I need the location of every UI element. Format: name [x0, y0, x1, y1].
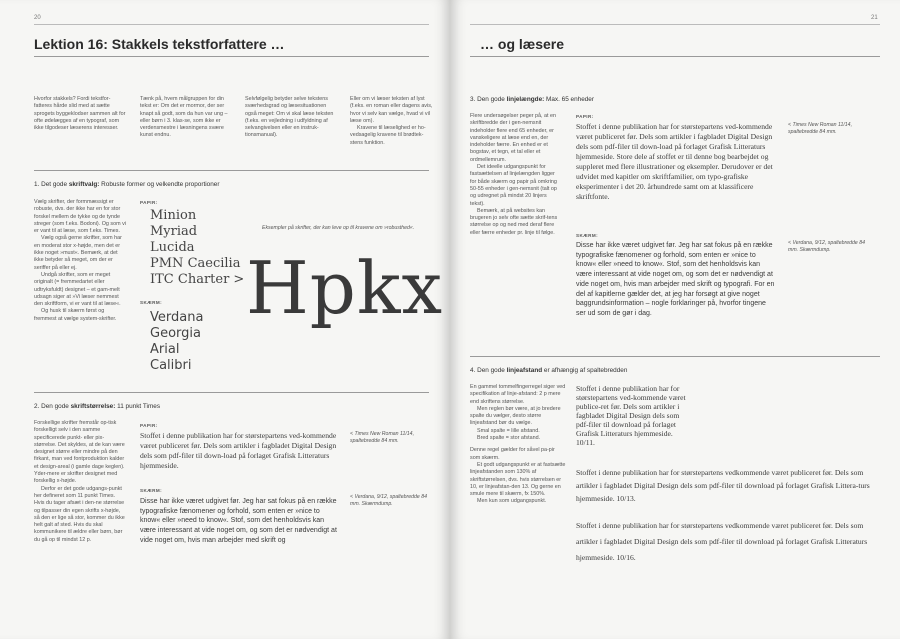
section-heading-leading: 4. Den gode linjeafstand er afhængig af spaltebredden	[470, 367, 628, 374]
section-rule	[470, 356, 880, 357]
right-page	[450, 0, 900, 639]
paper-sample-note: < Times New Roman 11/14, spaltebredde 84 mm.	[350, 431, 415, 444]
intro-column-1: Hvorfor stakkels? Fordi tekstfor-fatteres hårde slid med at sætte sprogets byggeklodser sammen alt for ofte ødelægges af en typograf, som ikke tilgodeser læserens interesser.	[34, 96, 126, 132]
screen-label: SKÆRM:	[140, 488, 163, 493]
page-number: 20	[34, 15, 41, 21]
intro-column-4: Eller om vi læser teksten af lyst (f.eks. en roman eller dagens avis, hvor vi selv kan vælge, hvad vi vil læse om). Kravene til læselighed er ho-vedsagelig kravene til brødtek-stens funktion.	[350, 96, 433, 146]
page-title: Lektion 16: Stakkels tekstforfattere …	[34, 36, 285, 52]
leading-sample-10-16: Stoffet i denne publikation har for størstepartens vedkommende været publiceret før. Dels som artikler i fagbladet Digital Design dels som pdf-filer til download på forlaget Grafisk Litteraturs hjemmeside. 10/16.	[576, 521, 868, 562]
title-rule	[470, 56, 880, 57]
page-title: … og læsere	[480, 36, 565, 52]
hpkx-sample: Hpkx	[246, 246, 444, 330]
intro-column-3: Selvfølgelig betyder selve tekstens sværhedsgrad og læsesituationen også meget: Om vi skal læse teksten (f.eks. en vejledning i udfyldning af selvangivelsen eller en instruk-tionsmanual).	[245, 96, 334, 139]
section-rule	[34, 170, 429, 171]
paper-font-list: Minion Myriad Lucida PMN Caecilia ITC Charter >	[150, 208, 245, 287]
screen-sample-note: < Verdana, 9/12, spaltebredde 84 mm. Skærmdump.	[350, 494, 427, 507]
section-body-typeface: Vælg skrifter, der formmæssigt er robuste, dvs. der ikke har en for stor forskel mellem de tykke og de tynde streger (som f.eks. Bodoni). Og som vi er vant til at læse, som f.eks. Times. Vælg også gerne skrifter, som har en moderat stor x-højde, men det er ikke noget »must«. Bemærk, at det ikke betyder så meget, om der er seriffer på eller ej. Undgå skrifter, som er meget originalt (= fremmedartet eller udtryksfuldt) designet – et gam-melt udsagn siger at »Vi læser nemmest den skriftform, vi er vant til at læse«. Og husk til skærm først og fremmest at vælge system-skrifter.	[34, 199, 126, 322]
paper-sample-text: Stoffet i denne publikation har for størstepartens ved-kommende været publiceret før. Dels som artikler i fagbladet Digital Design dels som pdf-filer til down-load på forlaget Grafisk Litteraturs hjemmeside.	[140, 431, 337, 470]
screen-font-list: Verdana Georgia Arial Calibri	[150, 310, 204, 373]
section-body-size: Forskellige skrifter fremstår op-tisk forskelligt selv i den samme specificerede punkt- eller pix-størrelse. Det skyldes, at de kan være designet større eller mindre på den firkant, man ved fontproduktion kalder et design-areal (i gamle dage keglen). Yder-mere er skrifter designet med forskellig x-højde. Derfor er det gode udgangs-punkt her defineret som 11 punkt Times. Hvis du tager afsæt i den-ne størrelse og tilpasser din egen skrifts x-højde, så den er lige så stor, kommer du ikke helt galt af sted. Hvis du skal kommunikere til ældre eller børn, bør du gå op til mindst 12 p.	[34, 420, 125, 543]
paper-sample-text: Stoffet i denne publikation har for størstepartens ved-kommende været publiceret før. Dels som artikler i fagbladet Digital Design dels som pdf-filer til down-load på forlaget Grafisk Litteraturs hjemmeside. Store dele af stoffet er til denne bog bearbejdet og suppleret med flere illustrationer og eksempler. Derudover er det udvidet med kapitler om skriftfamilier, om typo-grafiske eksperimenter i det 20. århundrede samt om at klassificere skriftfonte.	[576, 122, 773, 201]
screen-sample-note: < Verdana, 9/12, spaltebredde 84 mm. Skærmdump.	[788, 240, 865, 253]
screen-sample-text: Disse har ikke været udgivet før. Jeg har sat fokus på en række typografiske fænomener og forhold, som enten er »nice to know« eller »need to know«. Stof, som det henholdsvis kan være interessant at vide noget om, og som det er nødvendigt at vide noget om, hvis man arbejder med skrift og typografi. For en del af kapitlerne gælder det, at jeg har forsøgt at give noget baggrundsinformation – nogle forklaringer på, hvorfor tingene ser ud som de gør i dag.	[576, 242, 775, 317]
leading-sample-10-11: Stoffet i denne publikation har for størstepartens ved-kommende været publice-ret før. Dels som artikler i fagbladet Digital Design dels som pdf-filer til download på forlaget Grafisk Litteraturs hjemmeside. 10/11.	[576, 384, 686, 447]
top-rule	[34, 24, 429, 25]
paper-label: PAPIR:	[576, 114, 594, 119]
section-body-line-length: Flere undersøgelser peger på, at en skriftbredde der i gen-nemsnit indeholder flere end 65 enheder, er vanskeligere at læse end en, der indeholder færre. En enhed er et bogstav, et tegn, et tal eller et ordmellemrum. Det ideelle udgangspunkt for fastsættelsen af linjelængden ligger for både skærm og papir på omkring 50-55 enheder i gen-nemsnit (talt op og udregnet på mindst 20 linjers tekst). Bemærk, at på websites kan brugeren jo selv ofte sætte skrif-tens størrelse op og ned med deraf flere eller færre enheder pr. linje til følge.	[470, 113, 558, 236]
section-rule	[34, 392, 429, 393]
page-number: 21	[871, 15, 878, 21]
section-heading-size: 2. Den gode skriftstørrelse: 11 punkt Times	[34, 403, 161, 410]
section-body-leading: En gammel tommelfingerregel siger ved specifikation af linje-afstand: 2 p mere end skriftens størrelse. Men reglen bør være, at jo bredere spalte du vælger, desto større linjeafstand bør du vælge. Smal spalte = lille afstand. Bred spalte = stor afstand. Denne regel gælder for såvel pa-pir som skærm. Et godt udgangspunkt er at fastsætte linjeafstanden som 130% af skriftstørrelsen, dvs. hvis størrelsen er 10, er linjeafstan-den 13. Og gerne en smule mere til skærm, fx 150%. Men kun som udgangspunkt.	[470, 384, 566, 505]
intro-column-2: Tænk på, hvem målgruppen for din tekst er: Om det er mormor, der ser knapt så godt, som da hun var ung – eller børn i 3. klas-se, som ikke er verdensmestre i læsningens svære kunst endnu.	[140, 96, 228, 139]
paper-label: PAPIR:	[140, 423, 158, 428]
section-heading-line-length: 3. Den gode linjelængde: Max. 65 enheder	[470, 96, 594, 103]
screen-label: SKÆRM:	[140, 300, 163, 305]
top-rule	[470, 24, 880, 25]
paper-label: PAPIR:	[140, 200, 158, 205]
title-rule	[34, 56, 429, 57]
screen-label: SKÆRM:	[576, 233, 599, 238]
leading-sample-10-13: Stoffet i denne publikation har for størstepartens vedkommende været publiceret før. Dels som artikler i fagbladet Digital Design dels som pdf-filer til download på forlaget Grafisk Littera-turs hjemmeside. 10/13.	[576, 468, 870, 503]
section-heading-typeface: 1. Det gode skriftvalg: Robuste former og velkendte proportioner	[34, 181, 220, 188]
font-examples-caption: Eksempler på skrifter, der kan leve op til kravene om »robusthed«.	[262, 225, 415, 231]
paper-sample-note: < Times New Roman 11/14, spaltebredde 84 mm.	[788, 122, 853, 135]
screen-sample-text: Disse har ikke været udgivet før. Jeg har sat fokus på en række typografiske fænomener og forhold, som enten er »nice to know« eller »need to know«. Stof, som det henholdsvis kan være interessant at vide noget om, og som det er nødvendigt at vide noget om, hvis man arbejder med skrift og	[140, 498, 337, 544]
